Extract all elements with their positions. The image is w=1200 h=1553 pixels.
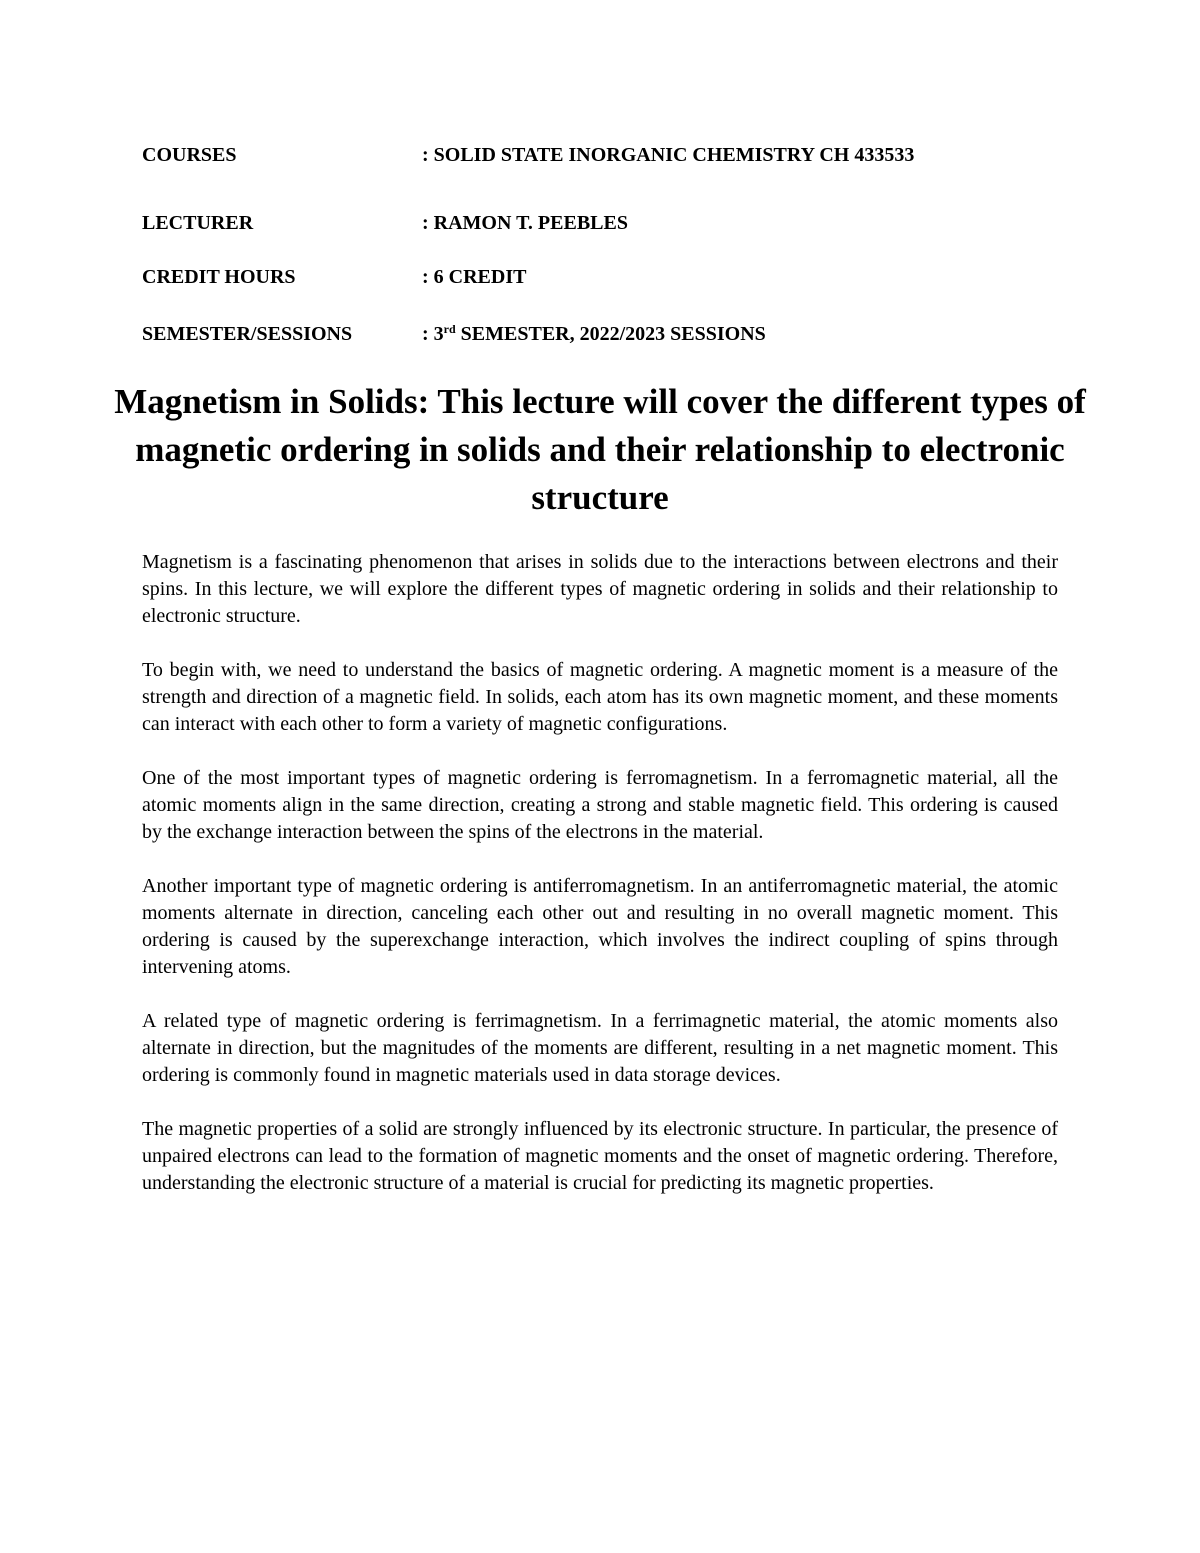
lecturer-label: LECTURER bbox=[142, 212, 254, 234]
paragraph-intro: Magnetism is a fascinating phenomenon that arises in solids due to the interactions between electrons and their spins. In this lecture, we will explore the different types of magnetic ordering in solids and their relationship to electronic structure. bbox=[142, 551, 1058, 627]
paragraph-electronic-structure: The magnetic properties of a solid are strongly influenced by its electronic structure. In particular, the presence of unpaired electrons can lead to the formation of magnetic moments and the onset of magnetic ordering. Therefore, understanding the electronic structure of a material is crucial for predicting its magnetic properties. bbox=[142, 1118, 1058, 1194]
semester-label: SEMESTER/SESSIONS bbox=[142, 323, 353, 345]
lecture-title: Magnetism in Solids: This lecture will cover the different types of magnetic ordering in solids and their relationship to electronic structure bbox=[114, 382, 1086, 517]
courses-label: COURSES bbox=[142, 144, 237, 166]
paragraph-basics: To begin with, we need to understand the basics of magnetic ordering. A magnetic moment is a measure of the strength and direction of a magnetic field. In solids, each atom has its own magnetic moment, and these moments can interact with each other to form a variety of magnetic configurations. bbox=[142, 659, 1058, 735]
lecture-body bbox=[142, 549, 1058, 1224]
lecturer-value: : RAMON T. PEEBLES bbox=[422, 212, 628, 234]
credit-hours-label: CREDIT HOURS bbox=[142, 266, 296, 288]
lecturer-row bbox=[142, 208, 1062, 238]
credit-hours-value: : 6 CREDIT bbox=[422, 266, 527, 288]
courses-row bbox=[142, 140, 1062, 170]
semester-rest: SEMESTER, 2022/2023 SESSIONS bbox=[455, 323, 766, 345]
paragraph-antiferromagnetism: Another important type of magnetic ordering is antiferromagnetism. In an antiferromagnetic material, the atomic moments alternate in direction, canceling each other out and resulting in no overall magnetic moment. This ordering is caused by the superexchange interaction, which involves the indirect coupling of spins through intervening atoms. bbox=[142, 875, 1058, 978]
semester-value bbox=[422, 319, 766, 349]
semester-row bbox=[142, 319, 1062, 349]
credit-hours-row bbox=[142, 262, 1062, 292]
paragraph-ferrimagnetism: A related type of magnetic ordering is ferrimagnetism. In a ferrimagnetic material, the atomic moments also alternate in direction, but the magnitudes of the moments are different, resulting in a net magnetic moment. This ordering is commonly found in magnetic materials used in data storage devices. bbox=[142, 1010, 1058, 1086]
paragraph-ferromagnetism: One of the most important types of magnetic ordering is ferromagnetism. In a ferromagnetic material, all the atomic moments align in the same direction, creating a strong and stable magnetic field. This ordering is caused by the exchange interaction between the spins of the electrons in the material. bbox=[142, 767, 1058, 843]
courses-value: : SOLID STATE INORGANIC CHEMISTRY CH 433533 bbox=[422, 144, 915, 166]
semester-prefix: : 3 bbox=[422, 323, 444, 345]
semester-ordinal-suffix: rd bbox=[443, 322, 456, 336]
